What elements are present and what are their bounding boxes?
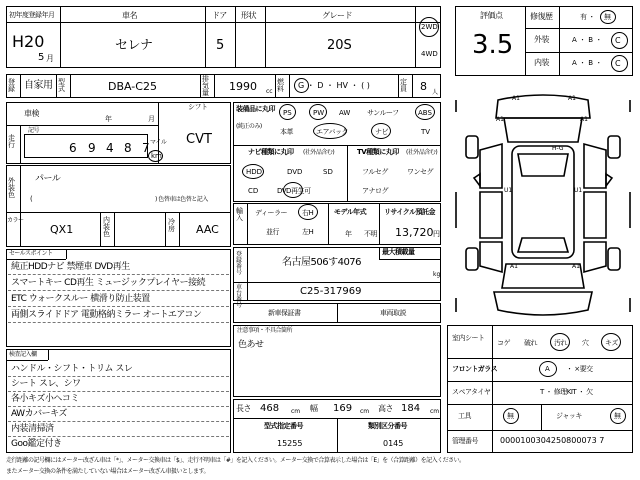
notes-label: 注意事項・不具合箇所 <box>237 327 293 334</box>
navi-hdd: HDD <box>246 168 263 176</box>
seat-label: 室内シート <box>452 334 485 342</box>
sales-title: セールスポイント <box>9 250 53 257</box>
glass-label: フロントガラス <box>452 365 498 373</box>
jack-label: ジャッキ <box>556 412 582 420</box>
ext-color-label: 外装色 <box>8 177 15 199</box>
usage-value: 自家用 <box>24 80 53 91</box>
width-label: 幅 <box>310 404 318 413</box>
divider <box>70 74 71 98</box>
displacement-value: 1990 <box>229 80 257 93</box>
tv-oneseg: ワンセグ <box>407 168 433 176</box>
repair-label: 修復歴 <box>530 12 553 21</box>
divider <box>525 6 526 76</box>
sales-line: ETC ウォークスルー 横滑り防止装置 <box>11 294 150 304</box>
divider <box>200 74 201 98</box>
divider <box>233 282 441 283</box>
mileage-digit: 4 <box>106 141 114 155</box>
divider <box>20 165 21 247</box>
divider <box>347 145 348 202</box>
grade-value: 20S <box>327 38 352 53</box>
import-parallel: 並行 <box>266 228 279 236</box>
inspection-year-unit: 年 <box>105 115 112 123</box>
model-year-unit: 年 <box>345 230 352 238</box>
divider <box>235 6 236 68</box>
person-unit: 人 <box>432 89 438 96</box>
shift-value: CVT <box>186 132 212 147</box>
divider <box>379 259 441 260</box>
divider <box>447 430 633 431</box>
diagram-mark: U1 <box>574 187 583 194</box>
mile-unit: マイル <box>150 139 167 146</box>
glass-options: ・ ×要交 <box>566 365 593 373</box>
int-grade-value: C <box>615 59 621 68</box>
height-label: 高さ <box>378 404 393 413</box>
int-grade-label: 内装 <box>534 58 549 67</box>
mileage-digit: 8 <box>124 141 132 155</box>
divider <box>100 212 101 247</box>
fuel-options: G ・ D ・ HV ・ ( ) <box>298 81 370 90</box>
ext-grade-label: 外装 <box>534 35 549 44</box>
shape-label: 形状 <box>241 11 256 20</box>
doors-value: 5 <box>216 38 225 53</box>
import-right: 右H <box>302 209 314 217</box>
type-no-value: 15255 <box>277 439 303 448</box>
manual-label: 車両取説 <box>380 309 406 317</box>
inspection-line: 内装清掃済 <box>11 424 54 434</box>
ext-color-value: パール <box>35 174 61 184</box>
drive-4wd: 4WD <box>421 50 438 58</box>
divider <box>265 6 266 68</box>
import-left: 左H <box>302 228 314 236</box>
ext-grade-value: C <box>615 36 621 45</box>
diagram-mark: A1 <box>496 116 504 123</box>
rule <box>8 436 229 437</box>
divider <box>205 6 206 68</box>
equip-tv: TV <box>421 128 431 136</box>
divider <box>247 203 248 245</box>
seat-opt-dirt: 汚れ <box>554 339 567 347</box>
class-no-value: 0145 <box>383 439 404 448</box>
reg-number-label: 登録番号 <box>236 251 242 276</box>
car-damage-diagram <box>450 88 636 326</box>
navi-sd: SD <box>323 168 333 176</box>
ext-color-paren: ( <box>30 195 33 203</box>
divider <box>415 6 416 68</box>
equip-leather: 本革 <box>280 128 293 136</box>
rule <box>8 376 229 377</box>
notes-frame <box>233 325 441 397</box>
divider <box>56 74 57 98</box>
inspection-line: 各小キズ小ヘコミ <box>11 394 79 404</box>
reg-label: 登録 <box>8 78 15 93</box>
inspection-line: シート スレ、シワ <box>11 379 81 389</box>
divider <box>412 74 413 98</box>
recycle-label: リサイクル預託金 <box>384 208 436 216</box>
divider <box>379 247 380 259</box>
inspection-line: AWカバーキズ <box>11 409 67 419</box>
equip-ps: PS <box>283 109 292 117</box>
doors-label: ドア <box>212 11 227 20</box>
month-unit: 月 <box>46 54 54 63</box>
spare-label: スペアタイヤ <box>452 388 491 396</box>
registration-row-frame <box>6 74 441 98</box>
footer-line-1: 走行距離の記号欄にはメーター改ざん車は「*」、メーター交換車は「$」、走行不明車は「#」を記入ください。メーター交換で合算表示した場合は「E」を（合算距離）を記入ください。 <box>6 457 465 464</box>
int-grade-options: A ・ B ・ <box>572 59 603 67</box>
divider <box>20 125 21 164</box>
rule <box>8 274 229 275</box>
kg-unit: kg <box>433 271 441 278</box>
int-code-label: カラー <box>7 217 24 224</box>
new-warranty-label: 新車保証書 <box>268 309 301 317</box>
sales-line: 純正HDDナビ 禁煙車 DVD再生 <box>11 262 130 272</box>
rule <box>8 391 229 392</box>
car-name: セレナ <box>115 38 153 53</box>
divider <box>214 74 215 98</box>
tool-label: 工具 <box>458 412 471 420</box>
divider <box>337 303 338 323</box>
chassis-value: C25-317969 <box>300 286 362 297</box>
sales-line: スマートキー CD再生 ミュージックプレイヤー接続 <box>11 278 206 288</box>
equip-aw: AW <box>339 109 351 117</box>
length-label: 長さ <box>236 404 251 413</box>
navi-type-title: ナビ種類に丸印 <box>248 148 294 156</box>
divider <box>179 212 180 247</box>
diagram-mark: A1 <box>568 95 576 102</box>
tool-value: 無 <box>507 412 514 420</box>
tv-fullseg: フルセグ <box>362 168 388 176</box>
divider <box>525 28 633 29</box>
divider <box>247 247 248 301</box>
divider <box>559 6 560 76</box>
max-load-label: 最大積載量 <box>382 248 415 256</box>
seat-opt-burn: コゲ <box>497 339 510 347</box>
seat-opt-hole: 穴 <box>582 339 589 347</box>
navi-cd: CD <box>248 187 259 195</box>
divider <box>6 212 231 213</box>
ac-value: AAC <box>196 223 219 236</box>
jack-value: 無 <box>614 412 621 420</box>
divider <box>328 203 329 245</box>
sales-line: 両側スライドドア 電動格納ミラー オートエアコン <box>11 310 202 320</box>
diagram-mark: A1 <box>580 116 588 123</box>
equip-abs: ABS <box>418 109 432 117</box>
rule <box>8 290 229 291</box>
first-reg-month: 5 <box>38 52 45 63</box>
width-value: 169 <box>333 403 353 414</box>
divider <box>60 6 61 68</box>
model-year-unknown: 不明 <box>364 230 377 238</box>
ac-label: 冷房 <box>168 218 175 233</box>
divider <box>525 52 633 53</box>
reg-number-value: 名古屋506す4076 <box>282 257 362 268</box>
length-unit: cm <box>291 408 301 415</box>
diagram-mark: A1 <box>572 263 580 270</box>
first-reg-year: H20 <box>12 32 45 51</box>
tv-type-title: TV種類に丸印 <box>357 148 399 156</box>
import-dealer: ディーラー <box>255 209 287 217</box>
equipment-sub: (純正のみ) <box>236 123 262 130</box>
divider <box>48 349 49 360</box>
model-value: DBA-C25 <box>108 80 157 93</box>
diagram-mark: A1 <box>512 95 520 102</box>
divider <box>233 145 441 146</box>
spare-options: T ・ 修理KIT ・ 欠 <box>540 388 593 396</box>
divider <box>6 125 158 126</box>
recycle-value: 13,720 <box>395 226 434 239</box>
class-no-label: 類別区分番号 <box>368 422 407 430</box>
cc-unit: cc <box>266 88 273 95</box>
score-value: 3.5 <box>472 30 514 60</box>
divider <box>379 203 380 245</box>
chassis-label: 車台番号 <box>236 284 242 309</box>
navi-dvd: DVD <box>287 168 303 176</box>
car-name-label: 車名 <box>122 11 137 20</box>
divider <box>6 360 48 361</box>
mileage-label: 走行 <box>8 134 15 149</box>
divider <box>447 358 633 359</box>
inspection-line: ハンドル・シフト・トリム スレ <box>11 364 133 374</box>
repair-none: 無 <box>604 13 611 21</box>
divider <box>275 74 276 98</box>
model-year-label: モデル年式 <box>334 208 367 216</box>
divider <box>289 74 290 98</box>
score-label: 評価点 <box>480 11 503 20</box>
equip-pw: PW <box>313 109 325 117</box>
seat-opt-tear: 破れ <box>524 339 537 347</box>
divider <box>541 404 542 430</box>
divider <box>6 22 441 23</box>
km-unit: km <box>151 152 162 160</box>
equip-navi: ナビ <box>375 128 388 136</box>
footer-line-2: またメーター交換の条件を満たしていない場合はメーター改ざん車扱いとします。 <box>6 468 210 475</box>
grade-label: グレード <box>322 11 352 20</box>
repair-options: 有 ・ <box>580 13 595 21</box>
ext-color-note: ) 色替車は色替と記入 <box>155 196 208 203</box>
notes-value: 色あせ <box>238 340 264 350</box>
mgmt-label: 管理番号 <box>452 437 478 445</box>
inspection-month-unit: 月 <box>148 115 155 123</box>
divider <box>337 418 338 453</box>
diagram-mark: A1 <box>510 263 518 270</box>
divider <box>447 381 633 382</box>
record-label: 記号 <box>28 127 40 134</box>
rule <box>8 421 229 422</box>
divider <box>20 74 21 98</box>
rule <box>8 322 229 323</box>
first-reg-label: 初年度登録年月 <box>9 11 55 19</box>
navi-type-note: (社外品含む) <box>303 149 335 156</box>
disp-label: 排気量 <box>202 75 209 97</box>
inspection-line: Goo鑑定付き <box>11 439 62 449</box>
equip-sunroof: サンルーフ <box>367 109 399 117</box>
mileage-digit: 7 <box>142 141 150 155</box>
shift-label: シフト <box>188 103 208 111</box>
divider <box>66 249 67 259</box>
rule <box>8 306 229 307</box>
length-value: 468 <box>260 403 280 414</box>
int-color-label: 内装色 <box>103 216 110 238</box>
divider <box>165 212 166 247</box>
drive-2wd: 2WD <box>421 23 438 31</box>
width-unit: cm <box>360 408 370 415</box>
mileage-digit: 6 <box>69 141 77 155</box>
divider <box>492 325 493 453</box>
mileage-digit: 9 <box>88 141 96 155</box>
rule <box>8 406 229 407</box>
diagram-mark: H-G <box>552 145 564 152</box>
capacity-value: 8 <box>420 80 427 93</box>
import-label: 輸入 <box>236 207 243 222</box>
divider <box>114 212 115 247</box>
diagram-mark: U1 <box>504 187 513 194</box>
cap-label: 定員 <box>400 78 407 93</box>
seat-opt-scratch: キズ <box>605 339 618 347</box>
mgmt-value: 0000100304250800073 7 <box>500 436 605 445</box>
tv-type-note: (社外品含む) <box>406 149 438 156</box>
fuel-label: 燃料 <box>277 78 284 93</box>
glass-a: A <box>545 365 550 373</box>
inspection-label: 車検 <box>24 109 39 118</box>
equipment-title: 装備品に丸印 <box>236 105 275 113</box>
navi-dvd-play: DVD再生可 <box>277 187 311 195</box>
divider <box>6 259 66 260</box>
tv-analog: アナログ <box>362 187 388 195</box>
ext-grade-options: A ・ B ・ <box>572 36 603 44</box>
equip-airbag: エアバック <box>316 128 348 136</box>
type-no-label: 型式指定番号 <box>264 422 303 430</box>
model-label: 型式 <box>58 78 65 93</box>
divider <box>447 404 633 405</box>
yen-unit: 円 <box>433 230 440 238</box>
height-unit: cm <box>430 408 440 415</box>
divider <box>398 74 399 98</box>
int-code-value: QX1 <box>50 223 74 236</box>
height-value: 184 <box>401 403 421 414</box>
inspection-title: 検査記入欄 <box>9 351 37 358</box>
